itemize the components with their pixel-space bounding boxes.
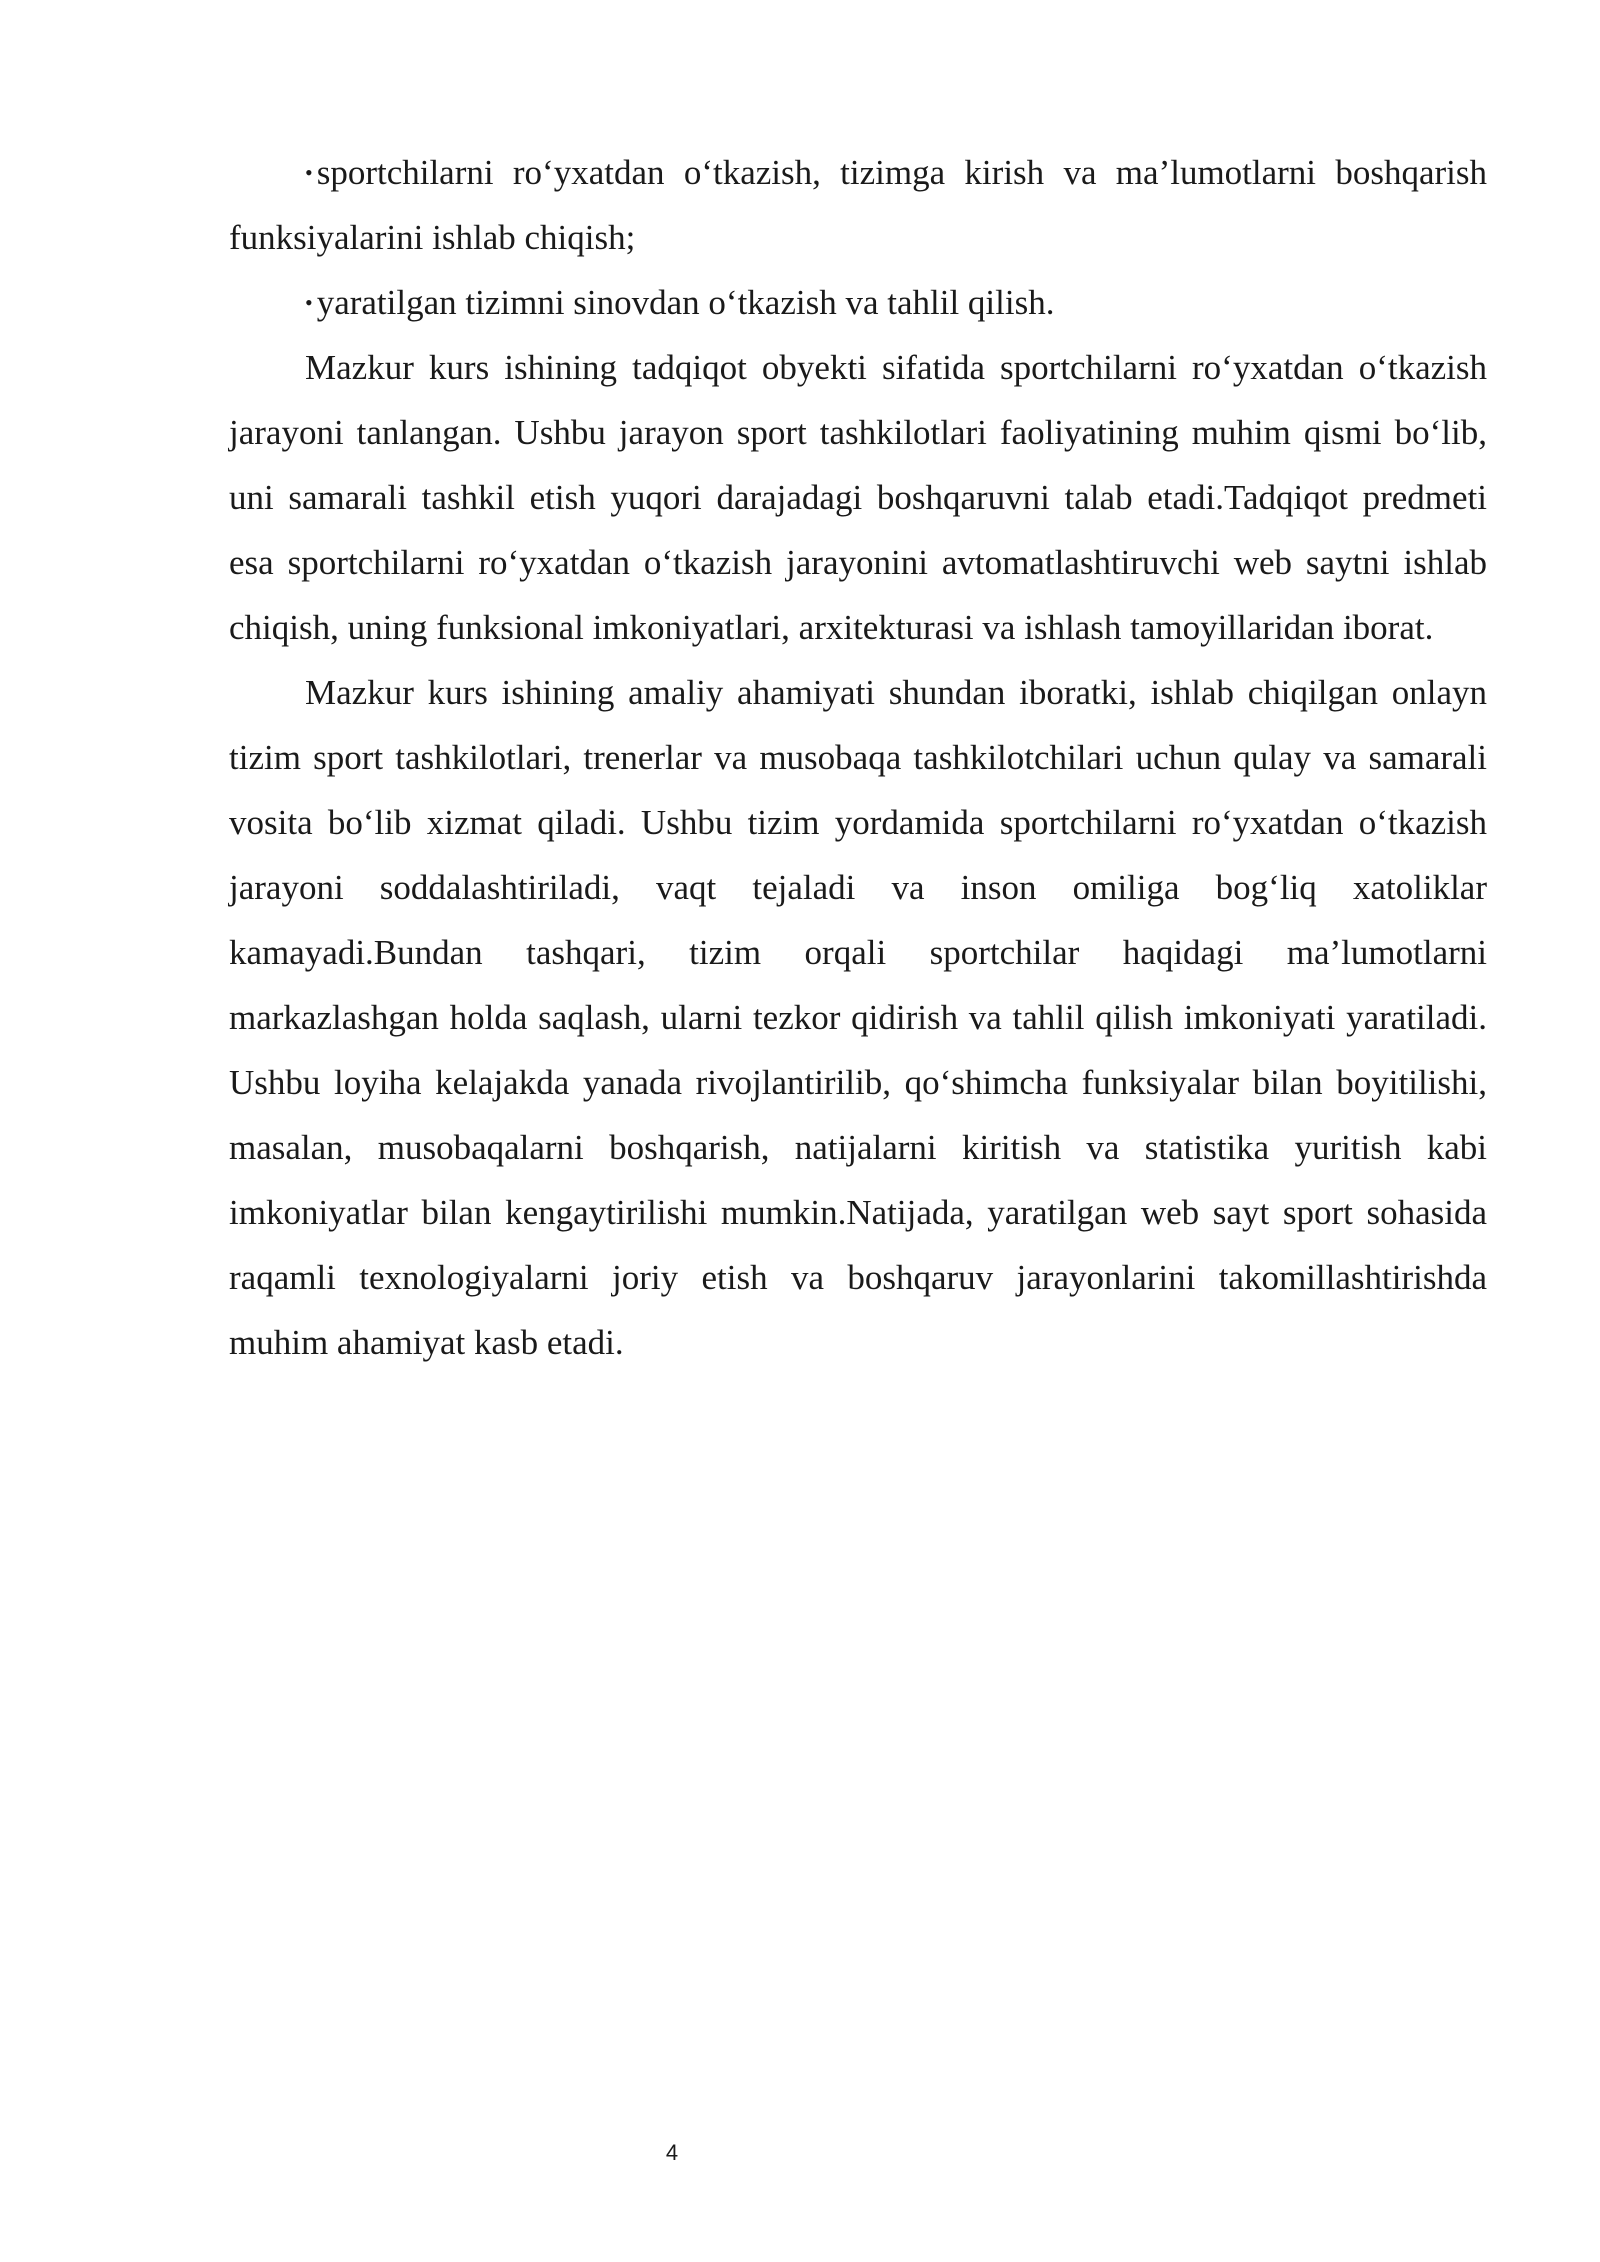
page-number: 4 xyxy=(665,2140,679,2165)
document-body xyxy=(229,140,1487,1375)
bullet-icon: • xyxy=(305,160,313,185)
paragraph: Mazkur kurs ishining tadqiqot obyekti sifatida sportchilarni ro‘yxatdan o‘tkazish jarayoni tanlangan. Ushbu jarayon sport tashkilotlari faoliyatining muhim qismi bo‘lib, uni samarali tashkil etish yuqori darajadagi boshqaruvni talab etadi.Tadqiqot predmeti esa sportchilarni ro‘yxatdan o‘tkazish jarayonini avtomatlashtiruvchi web saytni ishlab chiqish, uning funksional imkoniyatlari, arxitekturasi va ishlash tamoyillaridan iborat. xyxy=(229,348,1487,647)
bullet-text: yaratilgan tizimni sinovdan o‘tkazish va tahlil qilish. xyxy=(316,283,1055,322)
bullet-item xyxy=(229,270,1487,335)
paragraph: Mazkur kurs ishining amaliy ahamiyati shundan iboratki, ishlab chiqilgan onlayn tizim sport tashkilotlari, trenerlar va musobaqa tashkilotchilari uchun qulay va samarali vosita bo‘lib xizmat qiladi. Ushbu tizim yordamida sportchilarni ro‘yxatdan o‘tkazish jarayoni soddalashtiriladi, vaqt tejaladi va inson omiliga bog‘liq xatoliklar kamayadi.Bundan tashqari, tizim orqali sportchilar haqidagi ma’lumotlarni markazlashgan holda saqlash, ularni tezkor qidirish va tahlil qilish imkoniyati yaratiladi. Ushbu loyiha kelajakda yanada rivojlantirilib, qo‘shimcha funksiyalar bilan boyitilishi, masalan, musobaqalarni boshqarish, natijalarni kiritish va statistika yuritish kabi imkoniyatlar bilan kengaytirilishi mumkin.Natijada, yaratilgan web sayt sport sohasida raqamli texnologiyalarni joriy etish va boshqaruv jarayonlarini takomillashtirishda muhim ahamiyat kasb etadi. xyxy=(229,673,1487,1362)
bullet-icon: • xyxy=(305,290,313,315)
bullet-text: sportchilarni ro‘yxatdan o‘tkazish, tizimga kirish va ma’lumotlarni boshqarish funksiyalarini ishlab chiqish; xyxy=(229,153,1487,257)
bullet-item xyxy=(229,140,1487,270)
